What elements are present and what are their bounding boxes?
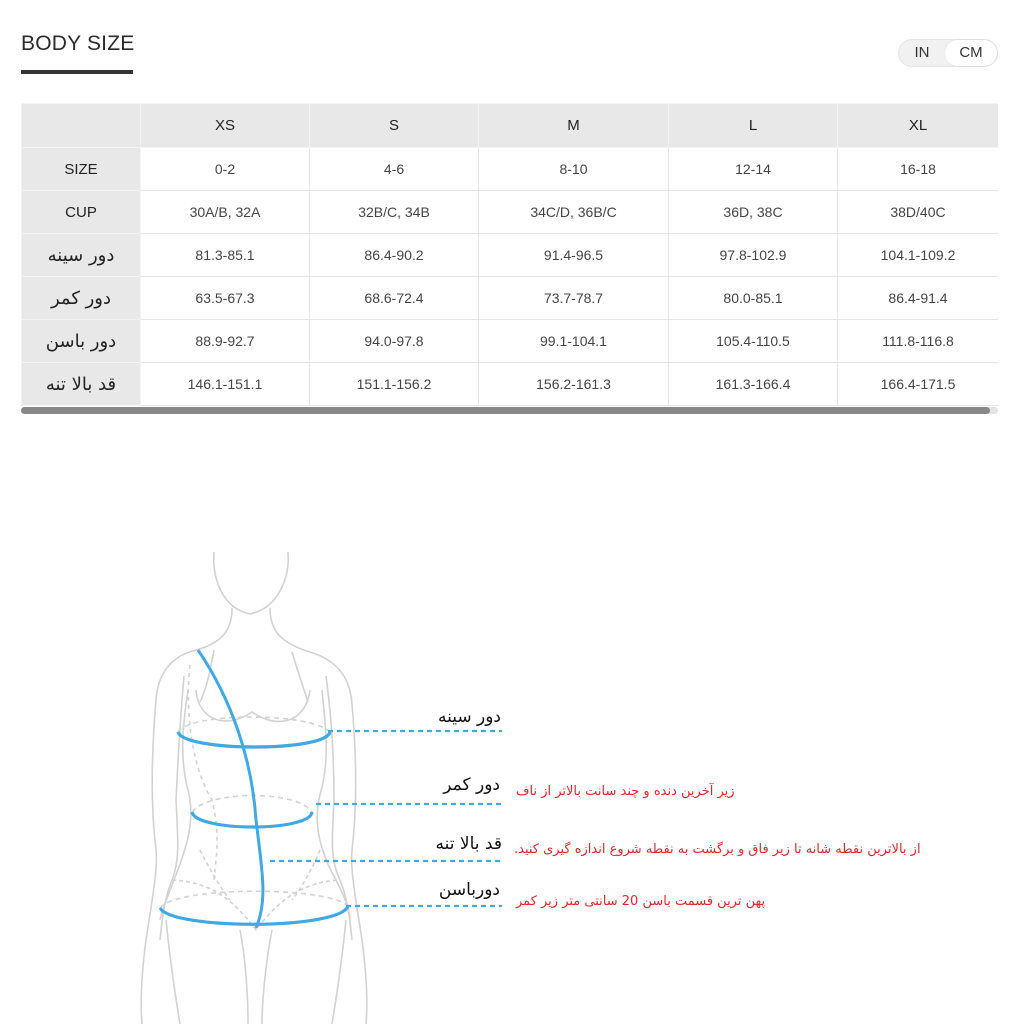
hips-measure-line [160,906,348,924]
column-header: XL [838,104,999,148]
table-header-row [22,104,999,148]
table-cell: 0-2 [141,148,310,191]
table-row [22,363,999,406]
table-cell: 151.1-156.2 [310,363,479,406]
row-header: CUP [22,191,141,234]
table-cell: 86.4-90.2 [310,234,479,277]
torso-note: از بالاترین نقطه شانه تا زیر فاق و برگشت به نقطه شروع اندازه گیری کنید. [514,842,921,857]
table-cell: 30A/B, 32A [141,191,310,234]
table-cell: 161.3-166.4 [669,363,838,406]
row-header: SIZE [22,148,141,191]
table-cell: 97.8-102.9 [669,234,838,277]
table-cell: 68.6-72.4 [310,277,479,320]
table-row [22,191,999,234]
table-cell: 99.1-104.1 [479,320,669,363]
torso-measure-line [198,650,263,928]
table-cell: 105.4-110.5 [669,320,838,363]
column-header: S [310,104,479,148]
row-header: دور سینه [22,234,141,277]
table-cell: 91.4-96.5 [479,234,669,277]
table-cell: 12-14 [669,148,838,191]
table-cell: 36D, 38C [669,191,838,234]
body-outline [141,552,367,1024]
waist-measure-line [192,812,312,827]
table-cell: 86.4-91.4 [838,277,999,320]
table-cell: 8-10 [479,148,669,191]
title-underline [21,70,133,74]
row-header: دور کمر [22,277,141,320]
row-header: قد بالا تنه [22,363,141,406]
table-row [22,320,999,363]
table-cell: 166.4-171.5 [838,363,999,406]
table-cell: 146.1-151.1 [141,363,310,406]
table-cell: 34C/D, 36B/C [479,191,669,234]
waist-note: زیر آخرین دنده و چند سانت بالاتر از ناف [516,784,735,799]
waist-label: دور کمر [443,775,500,795]
table-cell: 94.0-97.8 [310,320,479,363]
table-cell: 81.3-85.1 [141,234,310,277]
scrollbar-thumb[interactable] [21,407,990,414]
horizontal-scrollbar[interactable] [21,407,998,414]
table-cell: 32B/C, 34B [310,191,479,234]
chest-label: دور سینه [437,707,501,727]
unit-cm-option[interactable]: CM [945,40,997,66]
size-table [21,103,998,406]
table-cell: 104.1-109.2 [838,234,999,277]
table-row [22,277,999,320]
table-cell: 80.0-85.1 [669,277,838,320]
column-header: M [479,104,669,148]
chest-measure-line [178,732,330,747]
hips-note: پهن ترین قسمت باسن 20 سانتی متر زیر کمر [516,894,766,909]
table-cell: 16-18 [838,148,999,191]
torso-label: قد بالا تنه [435,834,502,854]
unit-in-option[interactable]: IN [914,44,930,61]
body-figure-illustration [0,540,1024,1024]
unit-toggle[interactable] [898,39,998,67]
table-cell: 156.2-161.3 [479,363,669,406]
page-title: BODY SIZE [21,32,135,55]
hips-label: دورباسن [438,880,500,900]
column-header: XS [141,104,310,148]
table-row [22,234,999,277]
table-cell: 88.9-92.7 [141,320,310,363]
table-cell: 73.7-78.7 [479,277,669,320]
table-cell: 4-6 [310,148,479,191]
table-cell: 38D/40C [838,191,999,234]
row-header: دور باسن [22,320,141,363]
size-table-container[interactable] [21,103,998,415]
table-cell: 111.8-116.8 [838,320,999,363]
table-cell: 63.5-67.3 [141,277,310,320]
table-row [22,148,999,191]
corner-cell [22,104,141,148]
column-header: L [669,104,838,148]
